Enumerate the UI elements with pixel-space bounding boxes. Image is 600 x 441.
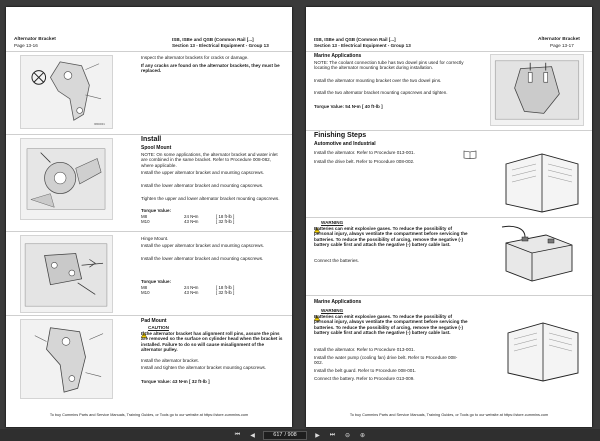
pad-caution-text: If the alternator bracket has alignment roll pins, assure the pins are removed so the surface on cylinder head when the bracket is installed. Failure to do so will cause misalignment of the alternator pulley. bbox=[141, 331, 283, 353]
marine-finish-step-4: Connect the battery. Refer to Procedure 013-009. bbox=[314, 376, 415, 381]
marine-step-1: Install the alternator mounting bracket over the two dowel pins. bbox=[314, 78, 442, 83]
first-page-button[interactable]: ⏮ bbox=[234, 431, 241, 438]
install-heading: Install bbox=[141, 136, 162, 143]
torque-ft: [ 32 ft-lb ] bbox=[216, 219, 235, 224]
divider bbox=[6, 51, 292, 52]
engine-drawing bbox=[21, 139, 112, 219]
pad-torque: Torque Value: 43 N•m [ 32 ft-lb ] bbox=[141, 379, 210, 384]
auto-step-2: Install the drive belt. Refer to Procedure 008-002. bbox=[314, 159, 415, 164]
manual-book-image bbox=[500, 134, 584, 216]
torque-nm: 43 N•m bbox=[184, 290, 199, 295]
divider bbox=[306, 130, 592, 131]
page-title: Alternator Bracket bbox=[538, 37, 580, 42]
divider bbox=[306, 295, 592, 296]
marine-bracket-image bbox=[490, 54, 584, 126]
page-footer: To buy Cummins Parts and Service Manuals, Training Guides, or Tools go to our website at https://store.cummins.com bbox=[349, 413, 549, 417]
caution-label: CAUTION bbox=[148, 325, 169, 330]
battery-drawing bbox=[492, 219, 584, 289]
spool-note: NOTE: On some applications, the alternator bracket and water inlet are combined in the same bracket. Refer to Procedure 008-082, where applicable. bbox=[141, 152, 278, 168]
warning-label: WARNING bbox=[321, 220, 344, 225]
book-drawing bbox=[500, 134, 584, 216]
warning-text: Batteries can emit explosive gases. To reduce the possibility of personal injury, always ventilate the compartment before servicing the batteries. To reduce the possibility of arcing, remove the negative (-) battery cable first and attach the negative (-) battery cable last. bbox=[314, 314, 468, 336]
spool-step-2: Install the lower alternator bracket and mounting capscrews. bbox=[141, 183, 264, 188]
warning-label: WARNING bbox=[321, 308, 344, 313]
warning-text: Batteries can emit explosive gases. To reduce the possibility of personal injury, always ventilate the compartment before servicing the batteries. To reduce the possibility of arcing, remove the negative (-) battery cable first and attach the negative (-) battery cable last. bbox=[314, 226, 468, 248]
bracket-drawing bbox=[21, 56, 112, 128]
hinge-torque-label: Torque Value: bbox=[141, 279, 172, 284]
replace-text: If any cracks are found on the alternator brackets, they must be replaced. bbox=[141, 63, 280, 74]
pad-mount-image bbox=[20, 319, 113, 399]
torque-nm: 24 N•m bbox=[184, 214, 199, 219]
pad-drawing bbox=[21, 320, 112, 398]
torque-nm: 43 N•m bbox=[184, 219, 199, 224]
torque-ft: [ 18 ft-lb ] bbox=[216, 285, 235, 290]
pad-mount-heading: Pad Mount bbox=[141, 318, 167, 324]
marine-step-2: Install the two alternator bracket mounting capscrews and tighten. bbox=[314, 90, 448, 95]
hinge-drawing bbox=[21, 236, 112, 312]
marine-torque: Torque Value: 54 N•m [ 40 ft-lb ] bbox=[314, 104, 383, 109]
header-section: Section 13 - Electrical Equipment - Group 13 bbox=[172, 43, 269, 48]
last-page-button[interactable]: ⏭ bbox=[329, 431, 336, 438]
battery-image bbox=[492, 219, 584, 289]
hinge-step-1: Install the upper alternator bracket and mounting capscrews. bbox=[141, 243, 265, 248]
zoom-out-button[interactable]: ⊖ bbox=[344, 432, 351, 439]
manual-book-icon bbox=[463, 146, 477, 156]
torque-ft: [ 32 ft-lb ] bbox=[216, 290, 235, 295]
book-drawing bbox=[502, 303, 584, 385]
inspect-text: Inspect the alternator brackets for cracks or damage. bbox=[141, 55, 249, 60]
hinge-heading: Hinge Mount. bbox=[141, 236, 169, 241]
hinge-step-2: Install the lower alternator bracket and mounting capscrews. bbox=[141, 256, 264, 261]
header-model: ISB, ISBe and QSB (Common Rail [...] bbox=[172, 37, 254, 42]
manual-book-image bbox=[502, 303, 584, 385]
header-model: ISB, ISBe and QSB (Common Rail [...] bbox=[314, 37, 396, 42]
page-number-input[interactable] bbox=[263, 431, 307, 440]
spool-mount-heading: Spool Mount bbox=[141, 145, 172, 151]
divider bbox=[6, 231, 292, 232]
right-page bbox=[306, 7, 592, 427]
bracket-inspect-image bbox=[20, 55, 113, 129]
marine-heading: Marine Applications bbox=[314, 53, 362, 59]
torque-size: M10 bbox=[141, 219, 150, 224]
torque-size: M10 bbox=[141, 290, 150, 295]
spool-mount-image bbox=[20, 138, 113, 220]
pad-step-2: Install and tighten the alternator bracket mounting capscrews. bbox=[141, 365, 267, 370]
total-pages: / 908 bbox=[284, 432, 297, 438]
page-title: Alternator Bracket bbox=[14, 37, 56, 42]
divider bbox=[306, 217, 592, 218]
finishing-heading: Finishing Steps bbox=[314, 132, 367, 139]
zoom-in-button[interactable]: ⊕ bbox=[359, 432, 366, 439]
marine-note: NOTE: The coolant connection tube has two dowel pins used for correctly locating the alternator mounting bracket during installation. bbox=[314, 60, 464, 71]
viewer-toolbar bbox=[0, 429, 600, 441]
torque-ft: [ 18 ft-lb ] bbox=[216, 214, 235, 219]
marine-finish-step-2: Install the water pump (cooling fan) drive belt. Refer to Procedure 008-002. bbox=[314, 355, 458, 366]
next-page-button[interactable]: ▶ bbox=[315, 432, 320, 439]
hinge-mount-image bbox=[20, 235, 113, 313]
page-number: Page 13-17 bbox=[550, 43, 574, 48]
spool-step-3: Tighten the upper and lower alternator bracket mounting capscrews. bbox=[141, 196, 280, 201]
prev-page-button[interactable]: ◀ bbox=[250, 432, 255, 439]
spool-step-1: Install the upper alternator bracket and mounting capscrews. bbox=[141, 170, 265, 175]
marine-drawing bbox=[491, 55, 583, 125]
marine-finish-step-3: Install the belt guard. Refer to Procedure 008-001. bbox=[314, 368, 417, 373]
divider bbox=[6, 134, 292, 135]
divider bbox=[6, 315, 292, 316]
left-page bbox=[6, 7, 292, 427]
torque-size: M8 bbox=[141, 285, 148, 290]
torque-nm: 24 N•m bbox=[184, 285, 199, 290]
current-page: 617 bbox=[273, 432, 283, 438]
torque-size: M8 bbox=[141, 214, 148, 219]
auto-industrial-heading: Automotive and Industrial bbox=[314, 141, 376, 147]
divider bbox=[306, 51, 592, 52]
auto-step-1: Install the alternator. Refer to Procedure 013-001. bbox=[314, 150, 415, 155]
connect-batteries-step: Connect the batteries. bbox=[314, 258, 359, 263]
page-footer: To buy Cummins Parts and Service Manuals, Training Guides, or Tools go to our website at https://store.cummins.com bbox=[49, 413, 249, 417]
pad-step-1: Install the alternator bracket. bbox=[141, 358, 199, 363]
torque-label: Torque Value: bbox=[141, 208, 172, 213]
header-section: Section 13 - Electrical Equipment - Group 13 bbox=[314, 43, 411, 48]
marine-finish-heading: Marine Applications bbox=[314, 299, 362, 305]
page-number: Page 13-16 bbox=[14, 43, 38, 48]
figure-ref: f4800091 bbox=[94, 123, 105, 126]
marine-finish-step-1: Install the alternator. Refer to Procedure 013-001. bbox=[314, 347, 415, 352]
